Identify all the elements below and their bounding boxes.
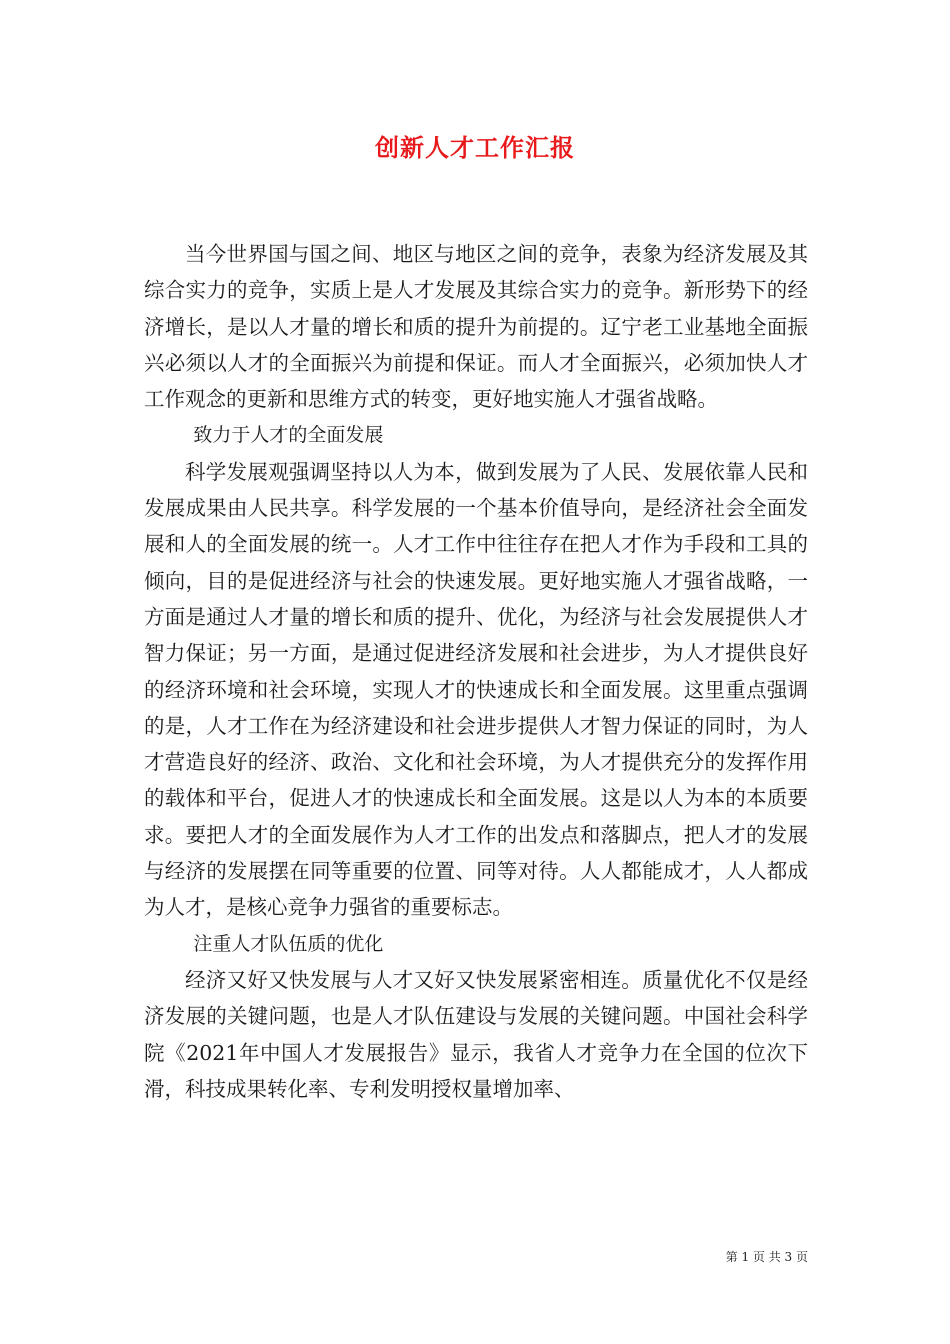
document-title: 创新人才工作汇报	[375, 133, 575, 162]
paragraph-quality: 经济又好又快发展与人才又好又快发展紧密相连。质量优化不仅是经济发展的关键问题，也是人才队伍建设与发展的关键问题。中国社会科学院《2021年中国人才发展报告》显示，我省人才竞争力在全国的位次下滑，科技成果转化率、专利发明授权量增加率、	[144, 967, 808, 1101]
section-heading-quality: 注重人才队伍质的优化	[193, 932, 384, 955]
paragraph-intro: 当今世界国与国之间、地区与地区之间的竞争，表象为经济发展及其综合实力的竞争，实质上是人才发展及其综合实力的竞争。新形势下的经济增长，是以人才量的增长和质的提升为前提的。辽宁老工业基地全面振兴必须以人才的全面振兴为前提和保证。而人才全面振兴，必须加快人才工作观念的更新和思维方式的转变，更好地实施人才强省战略。	[144, 242, 808, 412]
section-heading-development: 致力于人才的全面发展	[193, 424, 384, 447]
paragraph-development: 科学发展观强调坚持以人为本，做到发展为了人民、发展依靠人民和发展成果由人民共享。科学发展的一个基本价值导向，是经济社会全面发展和人的全面发展的统一。人才工作中往往存在把人才作为手段和工具的倾向，目的是促进经济与社会的快速发展。更好地实施人才强省战略，一方面是通过人才量的增长和质的提升、优化，为经济与社会发展提供人才智力保证；另一方面，是通过促进经济发展和社会进步，为人才提供良好的经济环境和社会环境，实现人才的快速成长和全面发展。这里重点强调的是，人才工作在为经济建设和社会进步提供人才智力保证的同时，为人才营造良好的经济、政治、文化和社会环境，为人才提供充分的发挥作用的载体和平台，促进人才的快速成长和全面发展。这是以人为本的本质要求。要把人才的全面发展作为人才工作的出发点和落脚点，把人才的发展与经济的发展摆在同等重要的位置、同等对待。人人都能成才，人人都成为人才，是核心竞争力强省的重要标志。	[144, 459, 808, 920]
page-number: 第 1 页 共 3 页	[725, 1250, 808, 1264]
document-body	[144, 236, 808, 1107]
